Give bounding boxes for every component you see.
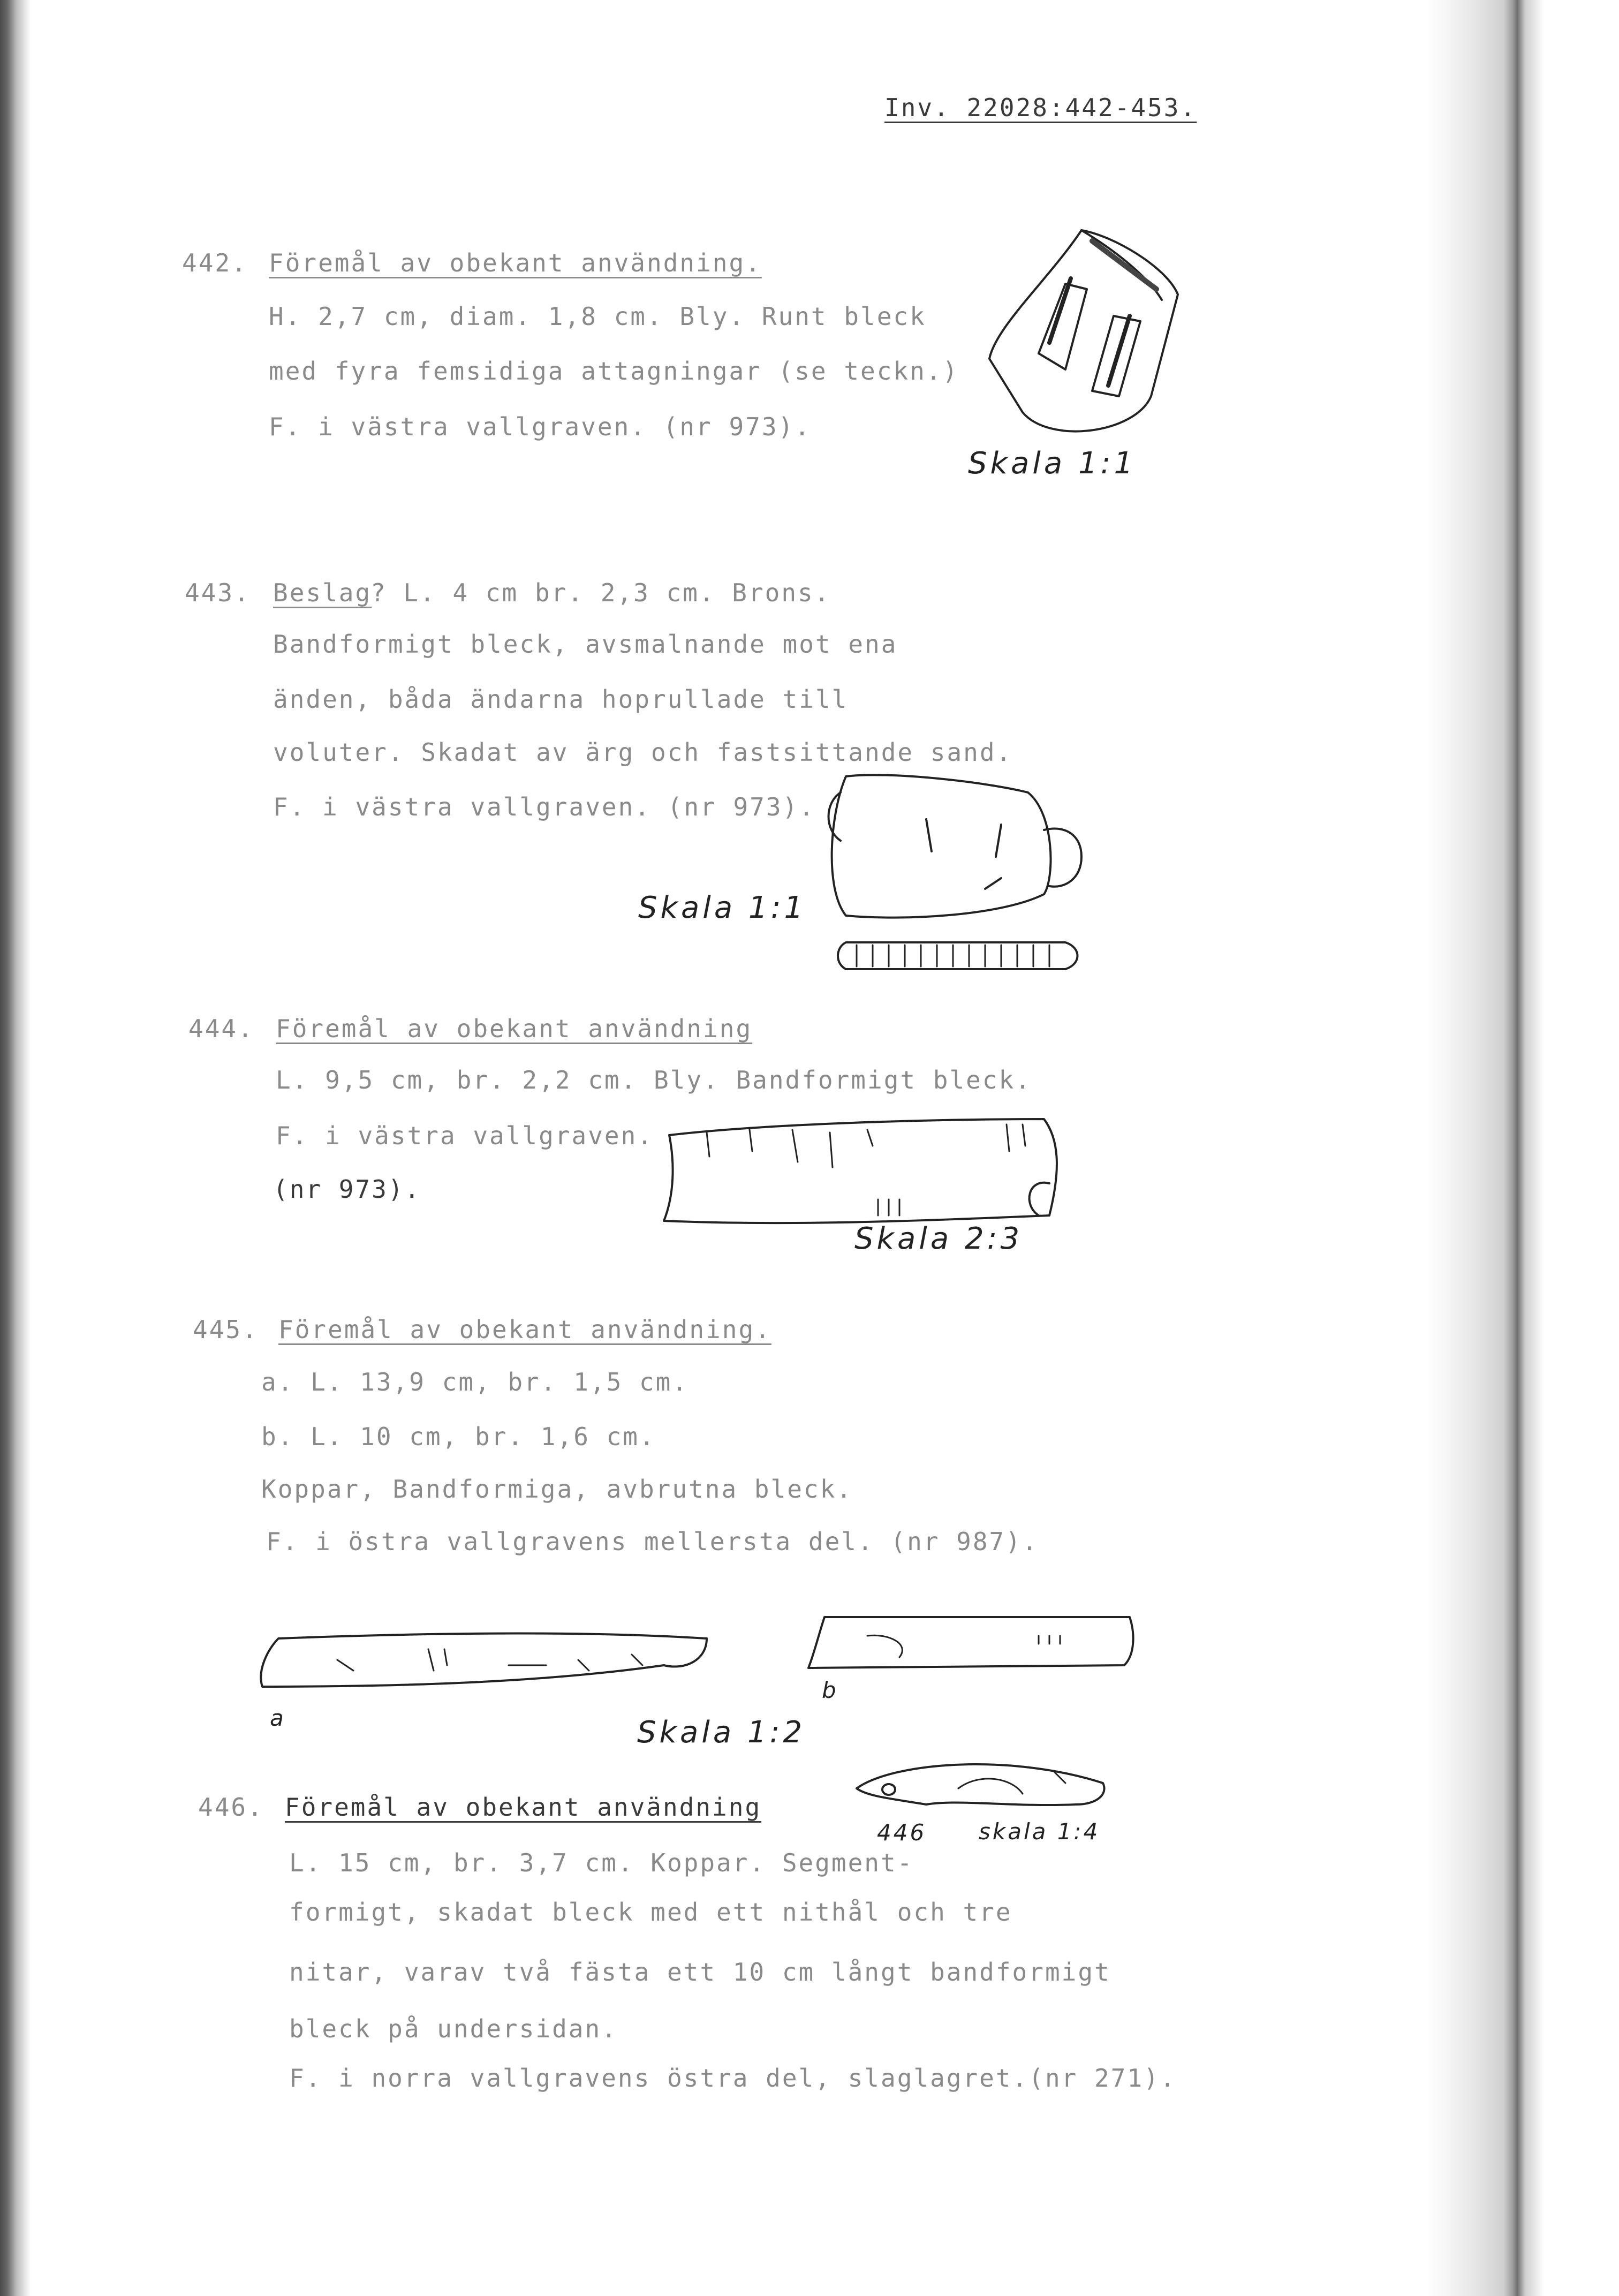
- object-drawing-445a: [257, 1628, 717, 1697]
- entry-title: Föremål av obekant användning: [276, 1014, 753, 1043]
- entry-title: Föremål av obekant användning.: [278, 1315, 771, 1344]
- entry-line: voluter. Skadat av ärg och fastsittande sand.: [273, 738, 1013, 767]
- object-drawing-445b: [803, 1612, 1140, 1681]
- entry-line: L. 9,5 cm, br. 2,2 cm. Bly. Bandformigt bleck.: [276, 1066, 1032, 1094]
- entry-line: F. i västra vallgraven. (nr 973).: [273, 792, 815, 821]
- entry-line: formigt, skadat bleck med ett nithål och tre: [289, 1898, 1012, 1927]
- entry-line: F. i västra vallgraven. (nr 973).: [269, 412, 811, 441]
- object-drawing-442: [985, 220, 1189, 444]
- entry-line: bleck på undersidan.: [289, 2014, 618, 2043]
- binder-edge-right: [1373, 0, 1619, 2296]
- entry-line: F. i västra vallgraven.: [276, 1121, 654, 1150]
- entry-line: nitar, varav två fästa ett 10 cm långt bandformigt: [289, 1958, 1111, 1987]
- entry-line: Bandformigt bleck, avsmalnande mot ena: [273, 630, 898, 659]
- entry-number: 446.: [198, 1793, 264, 1822]
- object-drawing-443: [824, 771, 1092, 985]
- entry-line: b. L. 10 cm, br. 1,6 cm.: [261, 1422, 656, 1451]
- drawing-label-446: 446: [877, 1819, 927, 1846]
- entry-title: Föremål av obekant användning.: [269, 248, 762, 277]
- object-drawing-446: [851, 1751, 1119, 1821]
- entry-line: änden, båda ändarna hoprullade till: [273, 685, 849, 714]
- entry-title: Föremål av obekant användning: [285, 1793, 762, 1822]
- entry-number: 444.: [188, 1014, 254, 1043]
- scale-label: Skala 2:3: [854, 1221, 1023, 1256]
- scale-label: Skala 1:2: [637, 1715, 806, 1750]
- scale-label: Skala 1:1: [638, 890, 807, 925]
- scale-label: Skala 1:1: [968, 446, 1137, 481]
- entry-number: 443.: [185, 578, 251, 607]
- entry-line: (nr 973).: [273, 1175, 421, 1204]
- drawing-label-b: b: [822, 1677, 838, 1703]
- inventory-number: Inv. 22028:442-453.: [884, 93, 1197, 122]
- entry-number: 442.: [182, 248, 248, 277]
- entry-line: F. i norra vallgravens östra del, slaglagret.(nr 271).: [289, 2064, 1177, 2093]
- entry-title-rest: ? L. 4 cm br. 2,3 cm. Brons.: [370, 578, 831, 607]
- object-drawing-444: [653, 1108, 1071, 1232]
- entry-line: med fyra femsidiga attagningar (se teckn.): [269, 357, 959, 386]
- entry-line: H. 2,7 cm, diam. 1,8 cm. Bly. Runt bleck: [269, 302, 926, 331]
- binder-edge-left: [0, 0, 31, 2296]
- scale-label: skala 1:4: [979, 1818, 1100, 1845]
- entry-title: Beslag: [273, 578, 372, 607]
- entry-line: Koppar, Bandformiga, avbrutna bleck.: [261, 1475, 853, 1504]
- drawing-label-a: a: [270, 1705, 286, 1731]
- entry-line: a. L. 13,9 cm, br. 1,5 cm.: [261, 1368, 689, 1396]
- entry-line: L. 15 cm, br. 3,7 cm. Koppar. Segment-: [289, 1848, 914, 1877]
- entry-line: F. i östra vallgravens mellersta del. (nr 987).: [266, 1527, 1039, 1556]
- entry-number: 445.: [193, 1315, 259, 1344]
